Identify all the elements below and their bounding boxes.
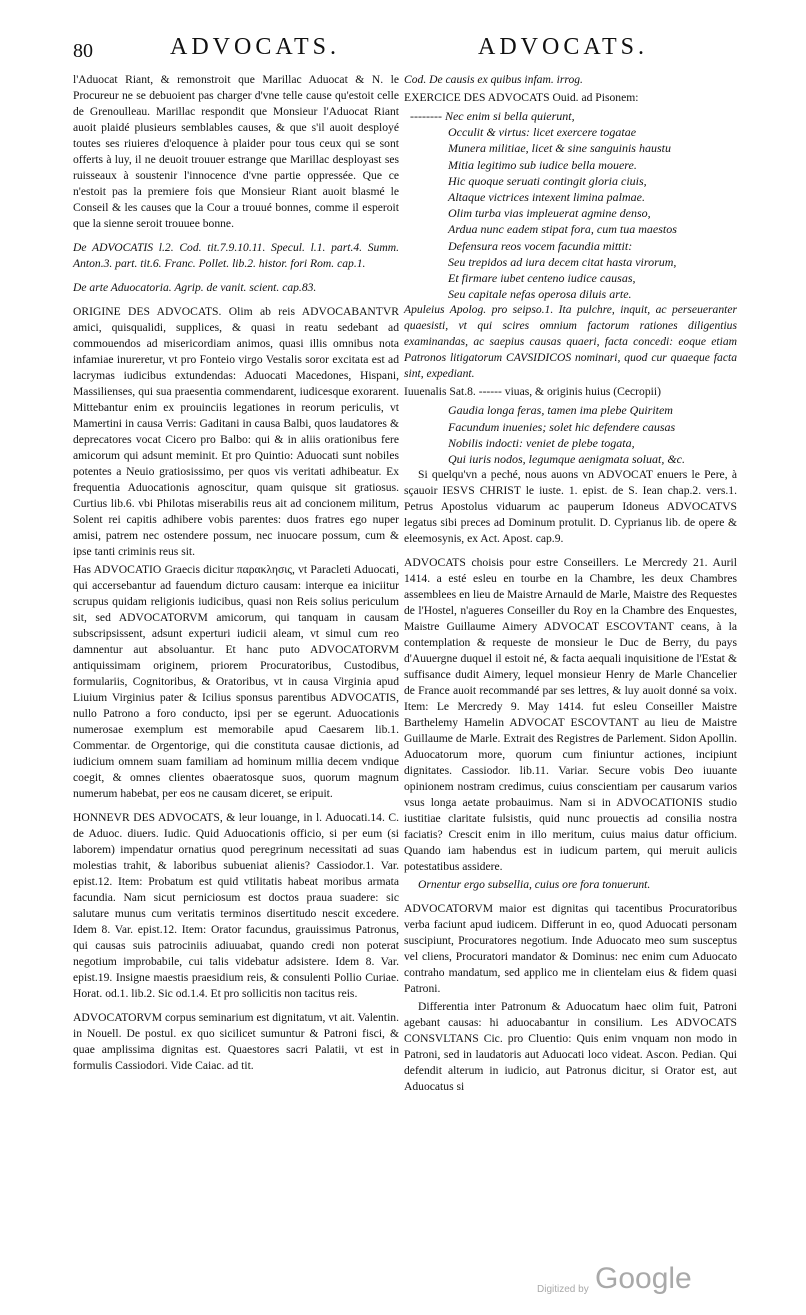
verse-line: -------- Nec enim si bella quierunt,: [410, 109, 575, 123]
paragraph-origine: ORIGINE DES ADVOCATS. Olim ab reis ADVOCABANTVR amici, quisqualidi, supplices, & quasi in reatu sedebant ad commouendos ad misericordiam animos, quasi illis omnibus nota infamiae inureretur, vt pro Fonteio virgo Vestalis soror excitata est ad lacrymas iudicibus extundendas: Aduocati Macedones, Hispani, Massilienses, qui sua praesentia commendarent, iudicesque exorarent. Mittebantur enim ex prouinciis legationes in reorum periculis, vt Mamertini in causa Verris: Gaditani in causa Balbi, quos laudatores & deprecatores vocat Cicero pro Balbo: qui & in aliis orationibus fere amicorum qui adsunt meminit. Et pro Quintio: Aduocati sunt nobiles potentes a Neuio gratiosissimo, per quos vis veritati adhibeatur. Ex frequentia Aduocationis agnoscitur, quam quisque sit gratiosus. Curtius lib.6. vbi Philotas miserabilis reus ait ad concionem militum, Solent rei capitis adhibere vobis parentes: duos fratres ego nuper amisi, patrem nec ostendere possum, nec inuocare possum, cum & ipse tanti criminis reus sit.: [73, 305, 399, 558]
verse-line: Hic quoque seruati contingit gloria ciuis,: [448, 173, 647, 188]
page-header: [0, 30, 806, 70]
verse-line: Et firmare iubet centeno iudice causas,: [448, 271, 636, 286]
paragraph-exercice: EXERCICE DES ADVOCATS Ouid. ad Pisonem:: [404, 91, 639, 104]
verse-line: Mitia legitimo sub iudice bella mouere.: [448, 157, 637, 172]
verse-line: Seu capitale nefas operosa diluis arte.: [448, 287, 632, 302]
running-head-right: ADVOCATS.: [478, 34, 649, 60]
verse-line: Defensura reos vocem facundia mittit:: [448, 238, 633, 253]
paragraph-ornentur: Ornentur ergo subsellia, cuius ore fora tonuerunt.: [418, 878, 651, 892]
paragraph-paracleti: Has ADVOCATIO Graecis dicitur παρακλησις, vt Paracleti Aduocati, qui accersebantur ad fauendum dicturo causam: interque ea iniciitur scrupus quidam religionis iudicibus, quasi non Reis solius periculum sit, sed ADVOCATORVM amicorum, qui tanquam in causam subscripsissent, adsunt experturi iudicii aleam, vt simul cum reo damnentur aut absoluantur. Et hanc puto ADVOCATORVM antiquissimam originem, priorem Procuratoribus, Custodibus, formulariis, Cognitoribus, & Oratoribus, vt in causa Virginia apud Liuium Virginius pater & Icilius sponsus parentibus ADVOCATIS, nullo Patrono a foro conducto, ipsi per se egerunt. Aduocationis numerosae exemplum est memorabile apud Caesarem lib.1. Commentar. de Orgentorige, qui die constituta causae dictionis, ad iudicium omnem suam familiam ad hominum millia decem vndique coegit, & omnes clientes obaeratosque suos, quorum magnum numerum habebat, per eos ne causam diceret, se eripuit.: [73, 563, 399, 800]
page-number: 80: [73, 40, 93, 62]
digitized-watermark: [537, 1262, 737, 1302]
google-logo: Google: [595, 1262, 692, 1295]
verse-line: Nobilis indocti: veniet de plebe togata,: [448, 435, 635, 450]
verse-line: Munera militiae, licet & sine sanguinis haustu: [448, 141, 671, 156]
left-column: [73, 72, 399, 1076]
paragraph-marillac: l'Aduocat Riant, & remonstroit que Marillac Aduocat & N. le Procureur ne se debuoient pas charger d'vne telle cause qu'estoit celle de Grenoulleau. Marillac respondit que Monsieur l'Aduocat Riant auoit plaidé plusieurs semblables causes, & que s'il auoit desployé toutes ses riuieres d'eloquence à plaider pour tous ceux qui se sont offerts à luy, il ne deuoit trouuer estrange que Marillac desployast ses ruisseaux à soustenir l'innocence d'vne partie oppressée. Que ce n'estoit pas la premiere fois que Monsieur Riant auoit blasmé le Conseil & les causes que la Cour a trouué bonnes, comme il esperoit que la sienne seroit trouuee bonne.: [73, 73, 399, 230]
verse-line: Qui iuris nodos, legumque aenigmata soluat, &c.: [448, 452, 685, 467]
paragraph-corpus: ADVOCATORVM corpus seminarium est dignitatum, vt ait. Valentin. in Nouell. De postul. ex quo sicilicet sumuntur & Patroni fisci, & quae amplissima dignitas est. Quaestores sacri Palatii, vt est in formulis Cassiodori. Vide Caiac. ad tit.: [73, 1011, 399, 1072]
right-column: [404, 72, 737, 1097]
paragraph-dignitas: ADVOCATORVM maior est dignitas qui tacentibus Procuratoribus verba faciunt apud iudicem. Differunt in eo, quod Aduocati personam suscipiunt, Procuratores negotium. Inde Aduocato meo sum susceptus vel cliens, Procuratori mandator & Dominus: nec enim cum Aduocato contraho mandatum, sed applico me in clientelam eius & fidem quasi Patroni.: [404, 902, 737, 996]
verse-line: Occulit & virtus: licet exercere togatae: [448, 125, 637, 140]
verse-line: Facundum inuenies; solet hic defendere causas: [448, 419, 676, 434]
paragraph-si-quelquvn: Si quelqu'vn a peché, nous auons vn ADVOCAT enuers le Pere, à sçauoir IESVS CHRIST le iuste. 1. epist. de S. Iean chap.2. vers.1. Petrus Apostolus viduarum ac pauperum Idoneus ADVOCATVS legatus sibi preces ad Dominum protulit. D. Cyprianus lib. de opere & eleemosynis, ex Act. Apost. cap.9.: [404, 468, 737, 546]
paragraph-apuleius: Apuleius Apolog. pro seipso.1. Ita pulchre, inquit, ac perseueranter quaesisti, vt qui scires omnium factorum rationes diligentius examinandas, ac saepius causas quaeri, facta concedi: eoque etiam Patronos litigatorum CAVSIDICOS nominari, quod cur quaeque facta sint, expediant.: [404, 303, 737, 381]
paragraph-de-arte: De arte Aduocatoria. Agrip. de vanit. scient. cap.83.: [73, 281, 317, 294]
paragraph-cod-ref: Cod. De causis ex quibus infam. irrog.: [404, 73, 583, 86]
paragraph-iuuenalis: Iuuenalis Sat.8. ------ viuas, & originis huius (Cecropii): [404, 385, 661, 399]
verse-line: Ardua nunc eadem stipat fora, cum tua maestos: [448, 222, 677, 237]
running-head-left: ADVOCATS.: [170, 34, 341, 60]
verse-line: Altaque victrices intexent limina palmae.: [448, 190, 645, 205]
paragraph-conseillers: ADVOCATS choisis pour estre Conseillers. Le Mercredy 21. Auril 1414. a esté esleu en tourbe en la Chambre, les deux Chambres assemblees en lieu de Maistre Arnauld de Marle, Maistre des Requestes de l'Hostel, n'agueres Conseiller du Roy en la Chambre des Enquestes, Maistre Guillaume Aimery ADVOCAT ESCOVTANT ceans, à la contemplation & requeste de monsieur le Duc de Berry, du pays d'Auuergne duquel il estoit né, & facta aequali inquisitione de l'Estat & suffisance dudit Aimery, lequel monsieur Henry de Marle Chancelier de France auoit recommandé par ses lettres, & luy auoit donné sa voix. Item: Le Mercredy 9. May 1414. fut esleu Conseiller Maistre Barthelemy Hamelin ADVOCAT ESCOVTANT au lieu de Maistre Guillaume de Marle. Extrait des Registres de Parlement. Sidon Apollin. Aduocatorum more, quorum cum finiuntur actiones, incipiunt dignitates. Cassiodor. lib.11. Variar. Secure vobis Deo iuuante opinionem nostram credimus, cuius conscientiam per causarum varios vsus longa aetate probauimus. Nam si in ADVOCATIONIS studio iustitiae claritate fulsistis, quid nunc prouectis ad consilia nostra faciatis? Crescit enim in illo meritum, cuius maius datur officium. Quando iam habendus est in iudicum partem, qui meruit aulicis potestatibus assidere.: [404, 556, 737, 874]
watermark-prefix: Digitized by: [537, 1284, 589, 1295]
verse-line: Gaudia longa feras, tamen ima plebe Quiritem: [448, 403, 673, 418]
verse-line: Olim turba vias impleuerat agmine denso,: [448, 206, 651, 221]
paragraph-de-advocatis: De ADVOCATIS l.2. Cod. tit.7.9.10.11. Specul. l.1. part.4. Summ. Anton.3. part. tit.6. Franc. Pollet. lib.2. histor. fori Rom. cap.1.: [73, 241, 399, 270]
verse-line: Seu trepidos ad iura decem citat hasta virorum,: [448, 254, 677, 269]
paragraph-differentia: Differentia inter Patronum & Aduocatum haec olim fuit, Patroni agebant causas: hi aduocabantur in consilium. Les ADVOCATS CONSVLTANS Cic. pro Cluentio: Quis enim vnquam non modo in Patroni, sed in laudatoris aut Aduocati loco videat. Ascon. Pedian. Qui defendit alterum in iudicio, aut Patronus dicitur, si Orator est, aut Aduocatus si: [404, 1000, 737, 1094]
paragraph-honneur: HONNEVR DES ADVOCATS, & leur louange, in l. Aduocati.14. C. de Aduoc. diuers. Iudic. Quid Aduocationis officio, si per eum (si laborem) impendatur ornatius quod peregrinum necessitati ad suas molestias trahit, & laboribus subueniat alienis? Cassiodor.1. Var. epist.12. Item: Probatum est quid vtilitatis habeat moribus armata facundia. Nam sicut perniciosum est doctos praua suadere: sic salutare munus cum veritatis terminos disertitudo nescit excedere. Idem 8. Var. epist.12. Item: Orator facundus, grauissimus Patronus, qui causas suis patrociniis adiuuabat, quando credi non poterat negotium improbabile, cui talis videbatur adsistere. Idem 8. Var. epist.19. Insigne maestis praesidium reis, & consulenti Pollio Curiae. Horat. od.1. lib.2. Sic od.1.4. Et pro sollicitis non tacitus reis.: [73, 811, 399, 1000]
